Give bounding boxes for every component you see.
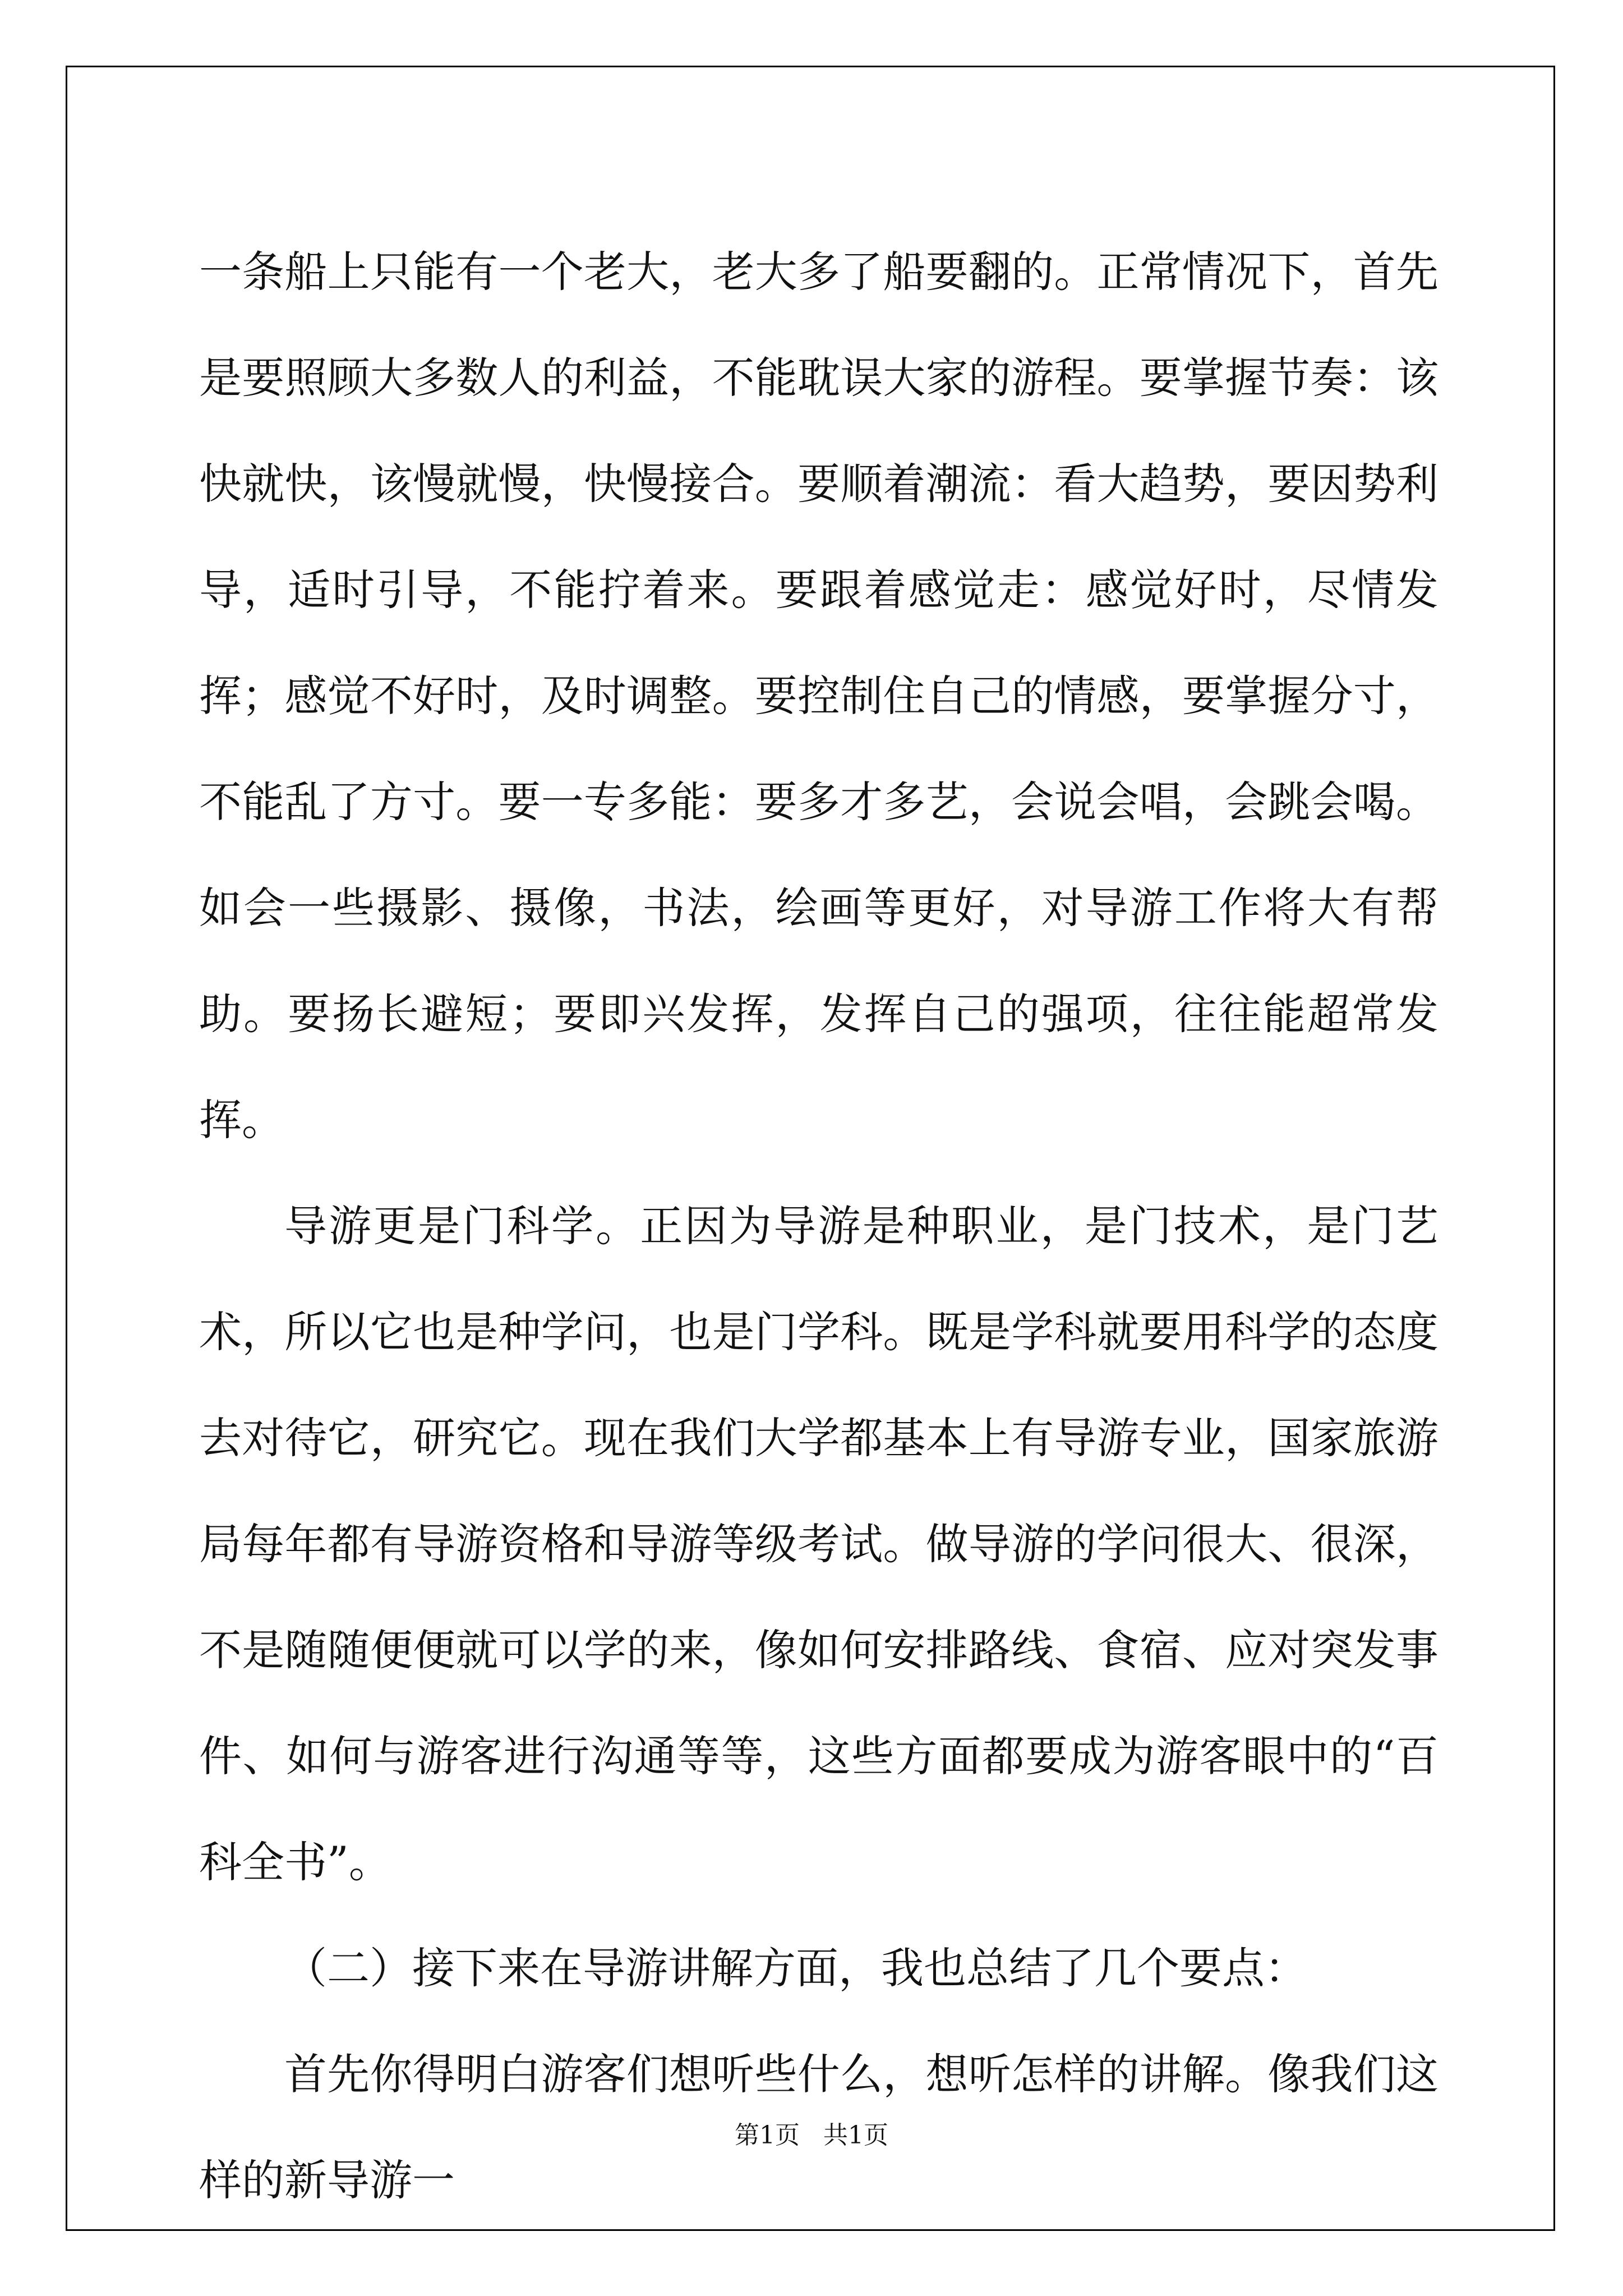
page-footer: 第1页 共1页 — [735, 2121, 888, 2150]
paragraph-1: 一条船上只能有一个老大，老大多了船要翻的。正常情况下，首先是要照顾大多数人的利益，不能耽误大家的游程。要掌握节奏：该快就快，该慢就慢，快慢接合。要顺着潮流：看大趋势，要因势利导，适时引导，不能拧着来。要跟着感觉走：感觉好时，尽情发挥；感觉不好时，及时调整。要控制住自己的情感，要掌握分寸，不能乱了方寸。要一专多能：要多才多艺，会说会唱，会跳会喝。如会一些摄影、摄像，书法，绘画等更好，对导游工作将大有帮助。要扬长避短；要即兴发挥，发挥自己的强项，往往能超常发挥。 — [199, 247, 1438, 1145]
paragraph-3: （二）接下来在导游讲解方面，我也总结了几个要点： — [284, 1943, 1307, 1993]
paragraph-2: 导游更是门科学。正因为导游是种职业，是门技术，是门艺术，所以它也是种学问，也是门学科。既是学科就要用科学的态度去对待它，研究它。现在我们大学都基本上有导游专业，国家旅游局每年都有导游资格和导游等级考试。做导游的学问很大、很深，不是随随便便就可以学的来，像如何安排路线、食宿、应对突发事件、如何与游客进行沟通等等，这些方面都要成为游客眼中的“百科全书”。 — [199, 1201, 1438, 1887]
paragraph-4: 首先你得明白游客们想听些什么，想听怎样的讲解。像我们这样的新导游一 — [199, 2049, 1438, 2205]
document-body — [199, 219, 1438, 2233]
